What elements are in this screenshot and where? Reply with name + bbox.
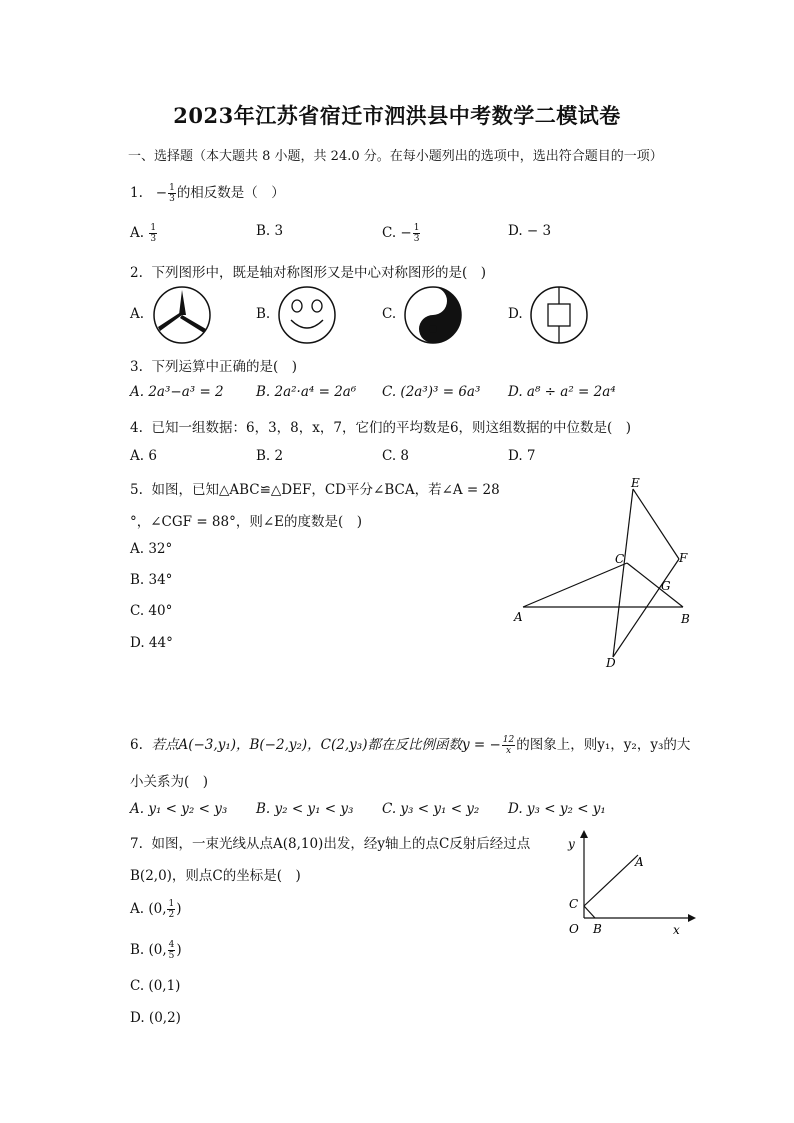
page-title: 2023年江苏省宿迁市泗洪县中考数学二模试卷	[173, 103, 621, 128]
q5-option-d[interactable]: D. 44°	[130, 635, 173, 651]
question-6-line2: 小关系为( )	[130, 774, 209, 790]
q6-option-b[interactable]: B. y₂ < y₁ < y₃	[256, 801, 354, 817]
q5-option-a[interactable]: A. 32°	[130, 541, 173, 557]
q2-option-b[interactable]: B.	[256, 306, 271, 322]
label-g: G	[661, 579, 671, 593]
q4-option-d[interactable]: D. 7	[508, 448, 536, 464]
label-c: C	[615, 552, 625, 566]
section-heading: 一、选择题（本大题共 8 小题，共 24.0 分。在每小题列出的选项中，选出符合题目的一项）	[128, 149, 663, 164]
q5-option-b[interactable]: B. 34°	[130, 572, 173, 588]
question-5-line2: °，∠CGF = 88°，则∠E的度数是( )	[130, 514, 363, 530]
question-1: 1. − $\frac{1}{3}$ 的相反数是（ ）	[130, 183, 285, 204]
q4-option-c[interactable]: C. 8	[382, 448, 410, 464]
label-a: A	[635, 855, 644, 869]
question-5: 5. 如图，已知△ABC≌△DEF，CD平分∠BCA，若∠A = 28	[130, 482, 500, 498]
question-6: 6. 若点A(−3,y₁)，B(−2,y₂)，C(2,y₃)都在反比例函数y = − $\frac{12}{x}$ 的图象上，则y₁，y₂，y₃的大	[130, 735, 691, 756]
q2-option-c[interactable]: C.	[382, 306, 397, 322]
label-f: F	[679, 551, 688, 565]
q3-option-b[interactable]: B. 2a²·a⁴ = 2a⁶	[256, 384, 357, 400]
label-d: D	[606, 656, 616, 670]
yin-yang-icon	[402, 284, 464, 346]
q7-option-c[interactable]: C. (0,1)	[130, 978, 181, 994]
label-o: O	[569, 922, 579, 936]
q6-option-a[interactable]: A. y₁ < y₂ < y₃	[130, 801, 228, 817]
label-e: E	[631, 476, 640, 490]
q7-option-b[interactable]: B. (0, $\frac{4}{5}$ )	[130, 940, 182, 961]
q7-option-d[interactable]: D. (0,2)	[130, 1010, 181, 1026]
three-blade-figure-icon	[151, 284, 213, 346]
question-3: 3. 下列运算中正确的是( )	[130, 359, 298, 375]
label-b: B	[681, 612, 690, 626]
q2-option-a[interactable]: A.	[130, 306, 145, 322]
question-7-line2: B(2,0)，则点C的坐标是( )	[130, 868, 301, 884]
label-c: C	[569, 897, 579, 911]
q1-option-a[interactable]: A. $\frac{1}{3}$	[130, 223, 157, 244]
coordinate-figure	[560, 830, 700, 940]
question-4: 4. 已知一组数据：6，3，8，x，7，它们的平均数是6，则这组数据的中位数是( )	[130, 420, 632, 436]
q6-option-c[interactable]: C. y₃ < y₁ < y₂	[382, 801, 480, 817]
smiley-face-icon	[276, 284, 338, 346]
q6-option-d[interactable]: D. y₃ < y₂ < y₁	[508, 801, 606, 817]
question-2: 2. 下列图形中，既是轴对称图形又是中心对称图形的是( )	[130, 265, 487, 281]
q3-option-d[interactable]: D. a⁸ ÷ a² = 2a⁴	[508, 384, 616, 400]
triangle-figure	[505, 475, 705, 675]
q1-option-c[interactable]: C. − $\frac{1}{3}$	[382, 223, 420, 244]
q1-option-b[interactable]: B. 3	[256, 223, 284, 239]
label-a: A	[514, 610, 523, 624]
q3-option-a[interactable]: A. 2a³−a³ = 2	[130, 384, 224, 400]
q2-option-d[interactable]: D.	[508, 306, 523, 322]
q4-option-a[interactable]: A. 6	[130, 448, 157, 464]
coin-square-icon	[528, 284, 590, 346]
fraction: $\frac{1}{3}$	[169, 183, 175, 204]
q4-option-b[interactable]: B. 2	[256, 448, 284, 464]
label-y: y	[568, 837, 575, 851]
label-b: B	[593, 922, 602, 936]
question-7: 7. 如图，一束光线从点A(8,10)出发，经y轴上的点C反射后经过点	[130, 836, 531, 852]
label-x: x	[673, 923, 680, 937]
q3-option-c[interactable]: C. (2a³)³ = 6a³	[382, 384, 481, 400]
q7-option-a[interactable]: A. (0, $\frac{1}{2}$ )	[130, 899, 182, 920]
q5-option-c[interactable]: C. 40°	[130, 603, 173, 619]
q1-option-d[interactable]: D. − 3	[508, 223, 552, 239]
